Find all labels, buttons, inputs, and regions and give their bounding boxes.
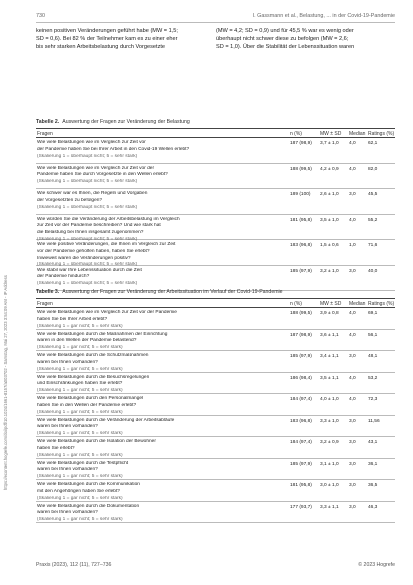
- question-line: Wie viele Belastungen durch die Testpflicht: [37, 460, 129, 466]
- watermark-text: https://econtent.hogrefe.com/doi/pdf/10.1024/1661-8157/a003702 - Samstag, Mai 27, 2023 3:54:09 AM - IP Address: [3, 275, 8, 490]
- n-percent-cell: 181 (95,8): [290, 217, 312, 223]
- question-line: Inwieweit waren die Veränderungen positiv?: [37, 255, 131, 261]
- question-line: waren bei Ihnen vorhanden?: [37, 510, 98, 516]
- question-line: der Pandemie hindurch?: [37, 274, 90, 280]
- question-line: Pandemie haben Sie durch Vorgesetzte in den Wellen erlebt?: [37, 172, 168, 178]
- column-header: MW ± SD: [320, 300, 342, 307]
- body-line: SD = 0,6). Bei 82 % der Teilnehmer kam es zu einer eher: [36, 36, 178, 43]
- question-line: Wie würden Sie die Veränderung der Arbeitsbelastung im Vergleich: [37, 216, 180, 222]
- question-line: der Pandemie haben Sie bei Ihrer Arbeit in den Covid-19 Wellen erlebt?: [37, 146, 190, 152]
- question-cell: [37, 461, 281, 481]
- table-row: [36, 459, 395, 481]
- table-row: [36, 437, 395, 459]
- mean-sd-cell: 3,2 ± 0,9: [320, 440, 339, 445]
- n-percent-cell: 185 (97,9): [290, 268, 312, 274]
- question-line: waren bei Ihnen vorhanden?: [37, 424, 98, 430]
- body-line: (MW = 4,2; SD = 0,9) und für 45,5 % war es wenig oder: [216, 28, 354, 34]
- table-row: [36, 351, 395, 373]
- scale-note: (Skalierung 1 = gar nicht; 5 = sehr stark): [37, 345, 123, 351]
- table-row: [36, 308, 395, 330]
- question-line: Wie viele Belastungen durch die Dokumentation: [37, 503, 140, 509]
- question-line: Wie schwer war es Ihnen, die Regeln und Vorgaben: [37, 191, 148, 196]
- scale-note: (Skalierung 1 = gar nicht; 5 = sehr stark): [37, 366, 123, 372]
- n-percent-cell: 186 (98,4): [290, 375, 312, 381]
- question-cell: [37, 166, 281, 186]
- question-line: waren in den Wellen der Pandemie belastend?: [37, 338, 137, 344]
- scale-note: (Skalierung 1 = überhaupt nicht; 5 = sehr stark): [37, 262, 138, 268]
- question-line: Wie viele Belastungen wie im Vergleich zur Zeit vor der Pandemie: [37, 310, 177, 315]
- copyright: © 2023 Hogrefe: [358, 562, 395, 568]
- median-cell: 3,0: [349, 461, 356, 467]
- question-line: Wie viele Belastungen durch die Schutzmaßnahmen: [37, 353, 149, 358]
- column-header: n (%): [290, 130, 302, 137]
- question-line: Wie viele Belastungen durch die Isolation der Bewohner: [37, 439, 156, 444]
- mean-sd-cell: 3,9 ± 0,8: [320, 311, 339, 316]
- scale-note: (Skalierung 1 = überhaupt nicht; 5 = sehr stark): [37, 179, 138, 185]
- median-cell: 4,0: [349, 166, 356, 172]
- mean-sd-cell: 3,3 ± 1,1: [320, 504, 339, 510]
- median-cell: 1,0: [349, 243, 356, 248]
- scale-note: (Skalierung 1 = gar nicht; 5 = sehr stark): [37, 431, 123, 437]
- column-header: Median: [349, 300, 366, 307]
- question-cell: [37, 140, 281, 160]
- table-caption: [36, 289, 395, 295]
- table-row: [36, 394, 395, 416]
- n-percent-cell: 188 (99,5): [290, 166, 312, 172]
- median-cell: 4,0: [349, 217, 356, 223]
- page-number: 730: [36, 13, 45, 19]
- rating-cell: 40,0: [368, 268, 378, 274]
- table-row: [36, 215, 395, 241]
- question-cell: [37, 332, 281, 352]
- median-cell: 4,0: [349, 311, 356, 316]
- median-cell: 3,0: [349, 268, 356, 274]
- table-title: Auswertung der Fragen zur Veränderung der Arbeitssituation im Verlauf der Covid-19-Pandemie: [62, 289, 283, 295]
- table-row: [36, 240, 395, 266]
- question-line: Wie viele positive Veränderungen, die Ihnen im Vergleich zur Zeit: [37, 242, 176, 247]
- question-line: Wie stabil war Ihre Lebenssituation durch die Zeit: [37, 267, 142, 273]
- running-title: I. Gassmann et al., Belastung, ... in der Covid-19-Pandemie: [252, 13, 395, 19]
- question-line: Wie viele Belastungen wie im Vergleich zur Zeit vor: [37, 140, 146, 145]
- burden-table: [36, 128, 395, 291]
- n-percent-cell: 187 (98,9): [290, 332, 312, 338]
- question-line: haben Sie erlebt?: [37, 445, 75, 451]
- question-cell: [37, 504, 281, 524]
- table-row: [36, 330, 395, 352]
- table-number: Tabelle 3.: [36, 289, 60, 295]
- question-line: Wie viele Belastungen durch den Personalmangel: [37, 396, 144, 401]
- rating-cell: 82,0: [368, 166, 378, 172]
- question-line: Wie viele Belastungen wie im Vergleich zur Zeit vor der: [37, 165, 155, 171]
- median-cell: 3,0: [349, 418, 356, 424]
- question-line: Wie viele Belastungen durch die Maßnahmen der Einrichtung: [37, 331, 168, 337]
- rating-cell: 48,1: [368, 354, 378, 359]
- column-header: MW ± SD: [320, 130, 342, 137]
- scale-note: (Skalierung 1 = gar nicht; 5 = sehr stark): [37, 452, 123, 458]
- work-situation-table: [36, 298, 395, 523]
- column-header: Ratings (%): [368, 300, 395, 307]
- rating-cell: 11,56: [368, 418, 380, 424]
- table-row: [36, 416, 395, 438]
- scale-note: (Skalierung 1 = gar nicht; 5 = sehr stark): [37, 323, 123, 329]
- n-percent-cell: 184 (97,4): [290, 440, 312, 445]
- table-row: [36, 266, 395, 292]
- question-cell: [37, 191, 281, 211]
- scale-note: (Skalierung 1 = gar nicht; 5 = sehr stark): [37, 409, 123, 415]
- mean-sd-cell: 4,2 ± 0,9: [320, 166, 339, 172]
- n-percent-cell: 183 (96,8): [290, 418, 312, 424]
- question-line: Wie viele Belastungen durch die Kommunikation: [37, 482, 140, 487]
- n-percent-cell: 185 (97,9): [290, 354, 312, 359]
- table-row: [36, 138, 395, 164]
- n-percent-cell: 181 (95,8): [290, 483, 312, 488]
- rating-cell: 56,1: [368, 332, 378, 338]
- question-line: waren bei Ihnen vorhanden?: [37, 467, 98, 473]
- table-caption: [36, 119, 395, 125]
- median-cell: 4,0: [349, 141, 356, 146]
- body-line: überhaupt nicht schwer diese zu befolgen (MW = 2,6;: [216, 36, 349, 43]
- column-header: Median: [349, 130, 366, 137]
- question-line: haben Sie bei Ihrer Arbeit erlebt?: [37, 316, 108, 322]
- scale-note: (Skalierung 1 = überhaupt nicht; 5 = sehr stark): [37, 204, 138, 210]
- median-cell: 3,0: [349, 504, 356, 510]
- median-cell: 3,0: [349, 192, 356, 197]
- question-cell: [37, 439, 281, 459]
- mean-sd-cell: 3,2 ± 1,0: [320, 268, 339, 274]
- question-line: zur Zeit vor der Pandemie beschreiben? Und wie stark hat: [37, 223, 161, 229]
- rating-cell: 46,3: [368, 504, 378, 510]
- question-line: vor der Pandemie geholfen haben, haben Sie erlebt?: [37, 248, 150, 254]
- question-line: Wie viele Belastungen durch die Besuchsregelungen: [37, 374, 150, 380]
- table-header: [36, 298, 395, 308]
- rating-cell: 72,3: [368, 397, 378, 402]
- table-row: [36, 480, 395, 502]
- table-row: [36, 373, 395, 395]
- mean-sd-cell: 3,1 ± 1,0: [320, 461, 339, 467]
- scale-note: (Skalierung 1 = gar nicht; 5 = sehr stark): [37, 474, 123, 480]
- rating-cell: 71,6: [368, 243, 378, 248]
- median-cell: 3,0: [349, 483, 356, 488]
- rating-cell: 62,1: [368, 141, 378, 146]
- question-cell: [37, 396, 281, 416]
- body-text: [36, 27, 395, 67]
- table-row: [36, 164, 395, 190]
- median-cell: 4,0: [349, 332, 356, 338]
- question-line: waren bei Ihnen vorhanden?: [37, 359, 98, 365]
- question-cell: [37, 310, 281, 330]
- scale-note: (Skalierung 1 = gar nicht; 5 = sehr stark): [37, 495, 123, 501]
- question-line: die Belastung bei Ihnen insgesamt zugenommen?: [37, 230, 144, 236]
- n-percent-cell: 184 (97,4): [290, 397, 312, 402]
- question-cell: [37, 482, 281, 502]
- column-header: Fragen: [37, 130, 53, 137]
- rating-cell: 45,5: [368, 192, 378, 197]
- body-line: bis sehr starken Arbeitsbelastung durch Vorgesetzte: [36, 44, 166, 51]
- body-line: keinen positiven Veränderungen geführt habe (MW = 1,5;: [36, 28, 178, 34]
- scale-note: (Skalierung 1 = gar nicht; 5 = sehr stark): [37, 388, 123, 394]
- n-percent-cell: 189 (100): [290, 192, 311, 197]
- n-percent-cell: 187 (98,9): [290, 141, 312, 146]
- mean-sd-cell: 4,0 ± 1,0: [320, 397, 339, 402]
- rating-cell: 55,2: [368, 217, 378, 223]
- page-footer: [36, 562, 395, 572]
- rating-cell: 69,1: [368, 311, 378, 316]
- table-number: Tabelle 2.: [36, 119, 60, 125]
- question-cell: [37, 418, 281, 438]
- column-header: n (%): [290, 300, 302, 307]
- rating-cell: 53,2: [368, 375, 378, 381]
- column-header: Fragen: [37, 300, 53, 307]
- rating-cell: 43,1: [368, 440, 378, 445]
- scale-note: (Skalierung 1 = überhaupt nicht; 5 = sehr stark): [37, 153, 138, 159]
- rating-cell: 36,5: [368, 483, 378, 488]
- mean-sd-cell: 1,5 ± 0,6: [320, 243, 339, 248]
- table-row: [36, 189, 395, 215]
- question-line: der Vorgesetzten zu befolgen?: [37, 197, 103, 203]
- question-line: haben Sie in den Wellen der Pandemie erlebt?: [37, 402, 137, 408]
- table-title: Auswertung der Fragen zur Veränderung der Belastung: [62, 119, 190, 125]
- table-row: [36, 502, 395, 524]
- mean-sd-cell: 3,5 ± 1,0: [320, 217, 339, 223]
- column-header: Ratings (%): [368, 130, 395, 137]
- mean-sd-cell: 3,4 ± 1,1: [320, 354, 339, 359]
- median-cell: 4,0: [349, 397, 356, 402]
- mean-sd-cell: 3,6 ± 1,1: [320, 332, 339, 338]
- mean-sd-cell: 3,7 ± 1,0: [320, 141, 339, 146]
- scale-note: (Skalierung 1 = gar nicht; 5 = sehr stark): [37, 517, 123, 523]
- mean-sd-cell: 3,0 ± 1,0: [320, 483, 339, 488]
- question-line: mit den Angehörigen haben Sie erlebt?: [37, 488, 120, 494]
- running-header: [36, 12, 395, 23]
- download-watermark: [3, 12, 9, 492]
- question-line: und Einschränkungen haben Sie erlebt?: [37, 381, 123, 387]
- median-cell: 4,0: [349, 375, 356, 381]
- scale-note: (Skalierung 1 = überhaupt nicht; 5 = sehr stark): [37, 236, 138, 242]
- mean-sd-cell: 2,6 ± 1,0: [320, 192, 339, 197]
- rating-cell: 36,1: [368, 461, 378, 467]
- median-cell: 3,0: [349, 354, 356, 359]
- journal-citation: Praxis (2023), 112 (11), 727–736: [36, 562, 112, 568]
- mean-sd-cell: 3,3 ± 1,0: [320, 418, 339, 424]
- mean-sd-cell: 3,5 ± 1,1: [320, 375, 339, 381]
- question-cell: [37, 353, 281, 373]
- n-percent-cell: 185 (97,9): [290, 461, 312, 467]
- body-line: SD = 1,0). Über die Stabilität der Lebenssituation waren: [216, 44, 355, 51]
- n-percent-cell: 188 (99,5): [290, 311, 312, 316]
- table-header: [36, 128, 395, 138]
- body-column-right: [216, 27, 396, 52]
- question-line: Wie viele Belastungen durch die Veränderung der Arbeitsabläufe: [37, 417, 175, 423]
- body-column-left: [36, 27, 208, 52]
- n-percent-cell: 177 (93,7): [290, 504, 312, 510]
- question-cell: [37, 268, 281, 288]
- question-cell: [37, 375, 281, 395]
- n-percent-cell: 183 (96,8): [290, 243, 312, 248]
- median-cell: 3,0: [349, 440, 356, 445]
- scale-note: (Skalierung 1 = überhaupt nicht; 5 = sehr stark): [37, 281, 138, 287]
